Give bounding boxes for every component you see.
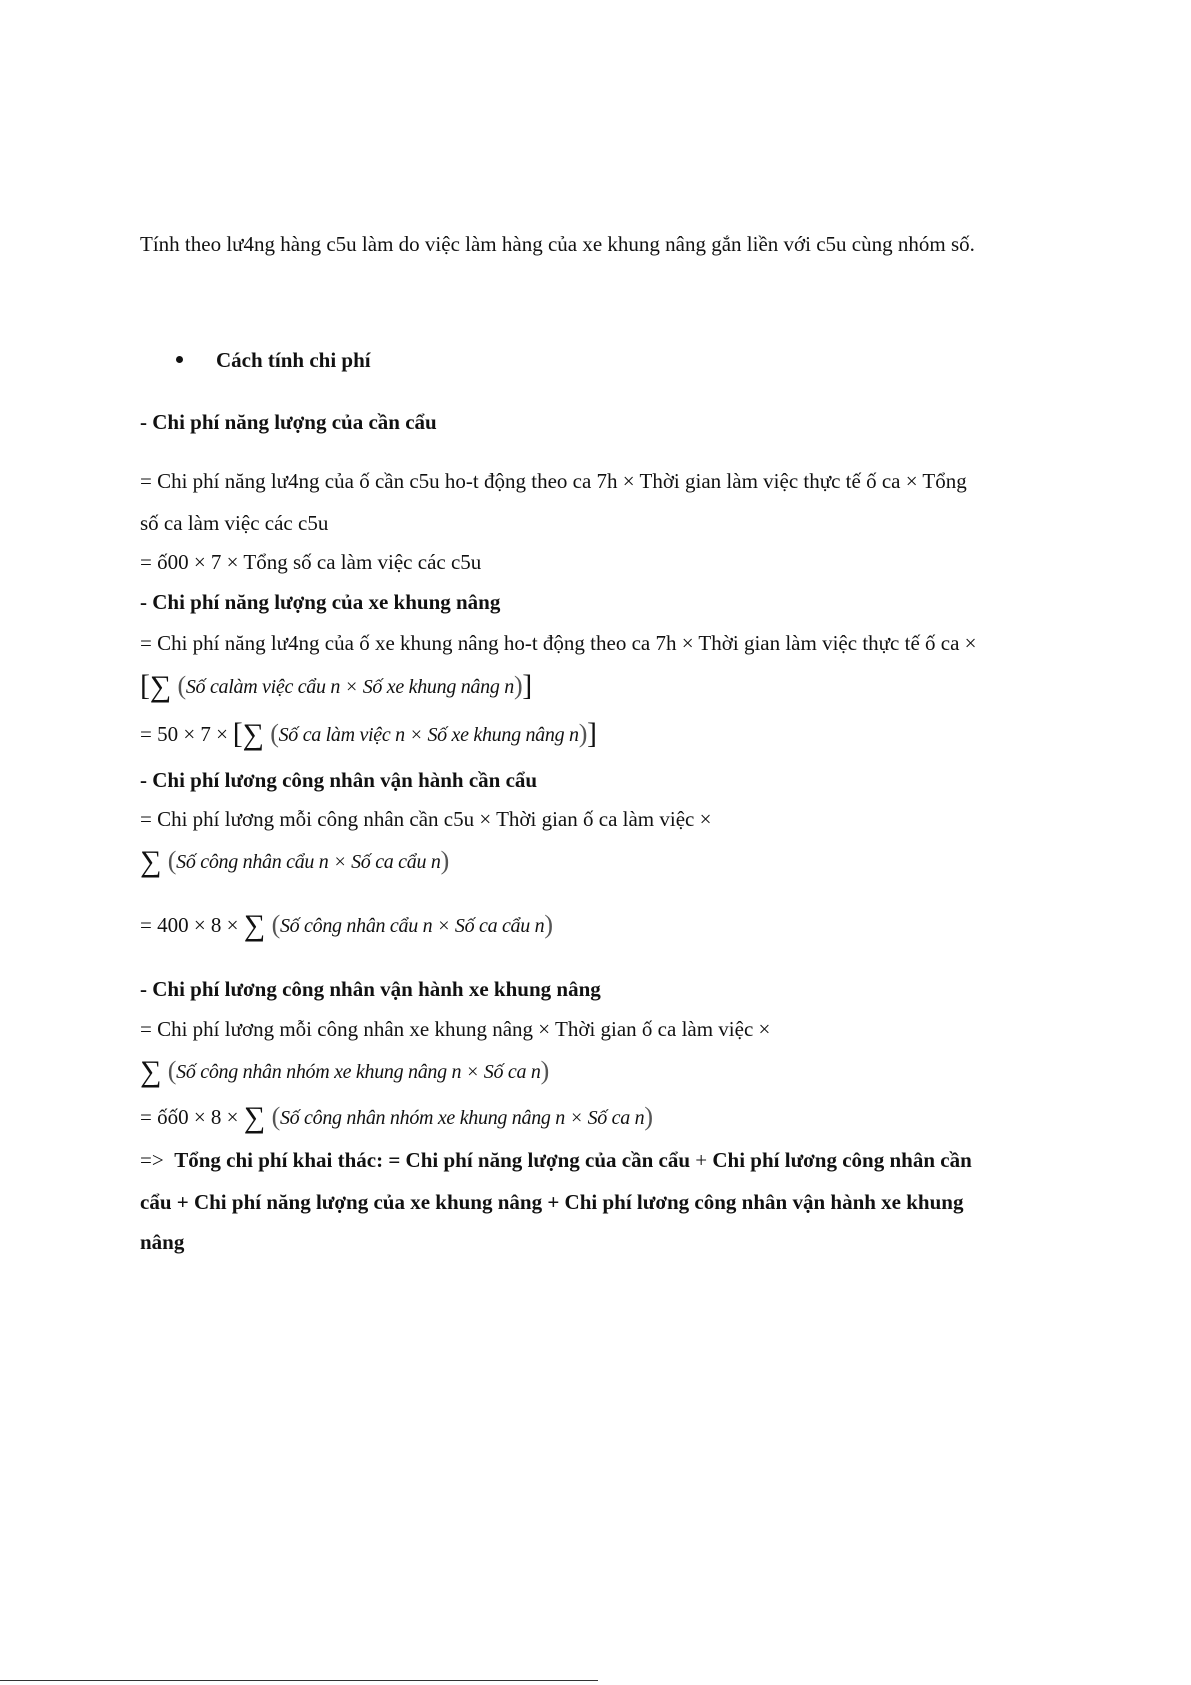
energy-forklift-title: - Chi phí năng lượng của xe khung nâng (140, 590, 501, 614)
sum-symbol: ∑ (140, 845, 162, 878)
wage-crane-formula-line-1: = Chi phí lương mỗi công nhân cần c5u × Thời gian ố ca làm việc × (140, 807, 712, 831)
left-paren: ( (270, 719, 279, 748)
energy-forklift-formula-line-1: = Chi phí năng lư4ng của ố xe khung nâng ho-t động theo ca 7h × Thời gian làm việc thực tế ố ca × (140, 631, 977, 655)
wage-forklift-sum-expression (140, 1055, 549, 1086)
energy-crane-formula-line-1: = Chi phí năng lư4ng của ố cần c5u ho-t động theo ca 7h × Thời gian làm việc thực tế ố ca × Tổng (140, 469, 967, 493)
right-paren: ) (440, 846, 449, 875)
right-bracket: ] (587, 717, 597, 750)
formula-prefix: = 50 × 7 × (140, 722, 229, 746)
right-paren: ) (540, 1056, 549, 1085)
total-arrow: => (140, 1148, 164, 1172)
right-paren: ) (644, 1102, 653, 1131)
right-paren: ) (513, 671, 523, 700)
total-cost-line-3: nâng (140, 1230, 185, 1254)
wage-forklift-formula-result (140, 1101, 653, 1132)
right-paren: ) (578, 719, 588, 748)
total-cost-line-1 (140, 1146, 972, 1174)
left-paren: ( (271, 1102, 280, 1131)
wage-forklift-formula-line-1: = Chi phí lương mỗi công nhân xe khung nâng × Thời gian ố ca làm việc × (140, 1017, 771, 1041)
formula-prefix: = ốố0 × 8 × (140, 1105, 239, 1129)
wage-crane-sum-expression (140, 845, 449, 876)
formula-prefix: = 400 × 8 × (140, 913, 239, 937)
total-label: Tổng chi phí khai thác: = Chi phí năng lượng của cần cẩu (174, 1148, 691, 1172)
sum-term: Số công nhân cẩu n × Số ca cẩu n (176, 851, 441, 873)
sum-term: Số công nhân nhóm xe khung nâng n × Số ca n (279, 1107, 645, 1129)
sum-symbol: ∑ (149, 670, 171, 703)
energy-crane-title: - Chi phí năng lượng của cần cẩu (140, 410, 437, 434)
total-cost-line-2: cẩu + Chi phí năng lượng của xe khung nâng + Chi phí lương công nhân vận hành xe khung (140, 1190, 964, 1214)
right-paren: ) (544, 910, 553, 939)
sum-term: Số công nhân nhóm xe khung nâng n × Số ca n (176, 1061, 541, 1083)
total-term: Chi phí lương công nhân cần (712, 1148, 972, 1172)
sum-symbol: ∑ (243, 1101, 265, 1134)
left-paren: ( (271, 910, 280, 939)
left-bracket: [ (140, 669, 150, 702)
sum-symbol: ∑ (243, 909, 265, 942)
bullet-dot (176, 356, 183, 363)
sum-symbol: ∑ (242, 718, 264, 751)
energy-crane-formula-line-3: = ố00 × 7 × Tổng số ca làm việc các c5u (140, 550, 482, 574)
energy-forklift-sum-expression (140, 670, 532, 701)
sum-term: Số calàm việc cẩu n × Số xe khung nâng n (185, 676, 514, 698)
sum-term: Số công nhân cẩu n × Số ca cẩu n (279, 915, 545, 937)
footer-rule (0, 1680, 598, 1681)
sum-term: Số ca làm việc n × Số xe khung nâng n (278, 724, 579, 746)
intro-paragraph: Tính theo lư4ng hàng c5u làm do việc làm hàng của xe khung nâng gắn liền với c5u cùng nhóm số. (140, 232, 975, 256)
left-bracket: [ (232, 717, 243, 750)
wage-crane-formula-result (140, 909, 553, 940)
section-heading: Cách tính chi phí (216, 348, 371, 372)
energy-crane-formula-line-2: số ca làm việc các c5u (140, 511, 329, 535)
wage-crane-title: - Chi phí lương công nhân vận hành cần cẩu (140, 768, 538, 792)
wage-forklift-title: - Chi phí lương công nhân vận hành xe khung nâng (140, 977, 601, 1001)
right-bracket: ] (522, 669, 532, 702)
energy-forklift-formula-result (140, 718, 597, 749)
left-paren: ( (167, 1056, 177, 1085)
plus-sign: + (690, 1148, 713, 1172)
left-paren: ( (167, 846, 177, 875)
sum-symbol: ∑ (140, 1055, 162, 1088)
left-paren: ( (177, 671, 186, 700)
